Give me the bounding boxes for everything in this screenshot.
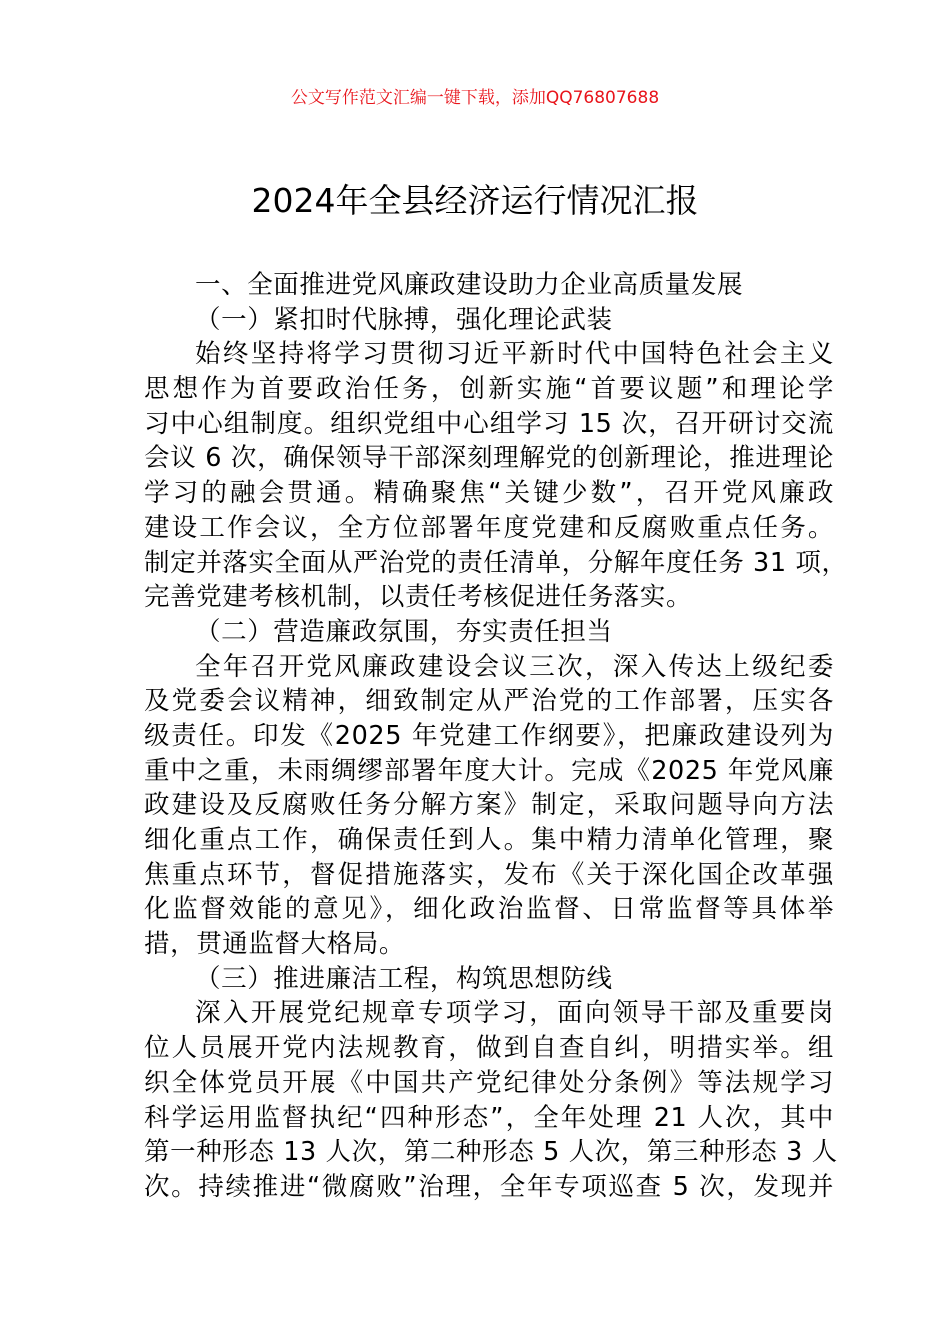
subsection-heading-1: （一）紧扣时代脉搏，强化理论武装 xyxy=(195,304,613,335)
paragraph-line: 政建设及反腐败任务分解方案》制定，采取问题导向方法 xyxy=(144,790,834,821)
paragraph-line: 深入开展党纪规章专项学习，面向领导干部及重要岗 xyxy=(195,998,834,1029)
paragraph-line: 重中之重，未雨绸缪部署年度大计。完成《2025 年党风廉 xyxy=(144,755,834,786)
paragraph-line: 建设工作会议，全方位部署年度党建和反腐败重点任务。 xyxy=(144,512,834,543)
subsection-heading-2: （二）营造廉政氛围，夯实责任担当 xyxy=(195,616,613,647)
section-heading-1: 一、全面推进党风廉政建设助力企业高质量发展 xyxy=(195,270,744,300)
paragraph-line: 学习的融会贯通。精确聚焦“关键少数”，召开党风廉政 xyxy=(144,478,834,509)
paragraph-line: 思想作为首要政治任务，创新实施“首要议题”和理论学 xyxy=(144,374,834,405)
paragraph-line: 全年召开党风廉政建设会议三次，深入传达上级纪委 xyxy=(195,651,834,682)
watermark-header: 公文写作范文汇编一键下载，添加QQ76807688 xyxy=(290,88,660,108)
subsection-heading-3: （三）推进廉洁工程，构筑思想防线 xyxy=(195,963,613,994)
paragraph-line: 化监督效能的意见》，细化政治监督、日常监督等具体举 xyxy=(144,894,834,925)
paragraph-line: 措，贯通监督大格局。 xyxy=(144,929,406,960)
paragraph-line: 科学运用监督执纪“四种形态”，全年处理 21 人次，其中 xyxy=(144,1102,834,1133)
document-body xyxy=(144,268,848,1205)
paragraph-line: 位人员展开党内法规教育，做到自查自纠，明措实举。组 xyxy=(144,1033,834,1064)
paragraph-line: 会议 6 次，确保领导干部深刻理解党的创新理论，推进理论 xyxy=(144,443,834,474)
paragraph-line: 制定并落实全面从严治党的责任清单，分解年度任务 31 项， xyxy=(144,547,848,578)
paragraph-line: 习中心组制度。组织党组中心组学习 15 次，召开研讨交流 xyxy=(144,408,834,439)
paragraph-line: 织全体党员开展《中国共产党纪律处分条例》等法规学习 xyxy=(144,1067,834,1098)
paragraph-line: 焦重点环节，督促措施落实，发布《关于深化国企改革强 xyxy=(144,859,834,890)
paragraph-line: 完善党建考核机制，以责任考核促进任务落实。 xyxy=(144,582,693,613)
paragraph-line: 第一种形态 13 人次，第二种形态 5 人次，第三种形态 3 人 xyxy=(144,1137,838,1168)
paragraph-line: 始终坚持将学习贯彻习近平新时代中国特色社会主义 xyxy=(195,339,834,370)
document-title: 2024年全县经济运行情况汇报 xyxy=(251,181,699,220)
paragraph-line: 及党委会议精神，细致制定从严治党的工作部署，压实各 xyxy=(144,686,834,717)
paragraph-line: 细化重点工作，确保责任到人。集中精力清单化管理，聚 xyxy=(144,825,834,855)
paragraph-line: 次。持续推进“微腐败”治理，全年专项巡查 5 次，发现并 xyxy=(144,1171,834,1202)
paragraph-line: 级责任。印发《2025 年党建工作纲要》，把廉政建设列为 xyxy=(144,720,834,751)
